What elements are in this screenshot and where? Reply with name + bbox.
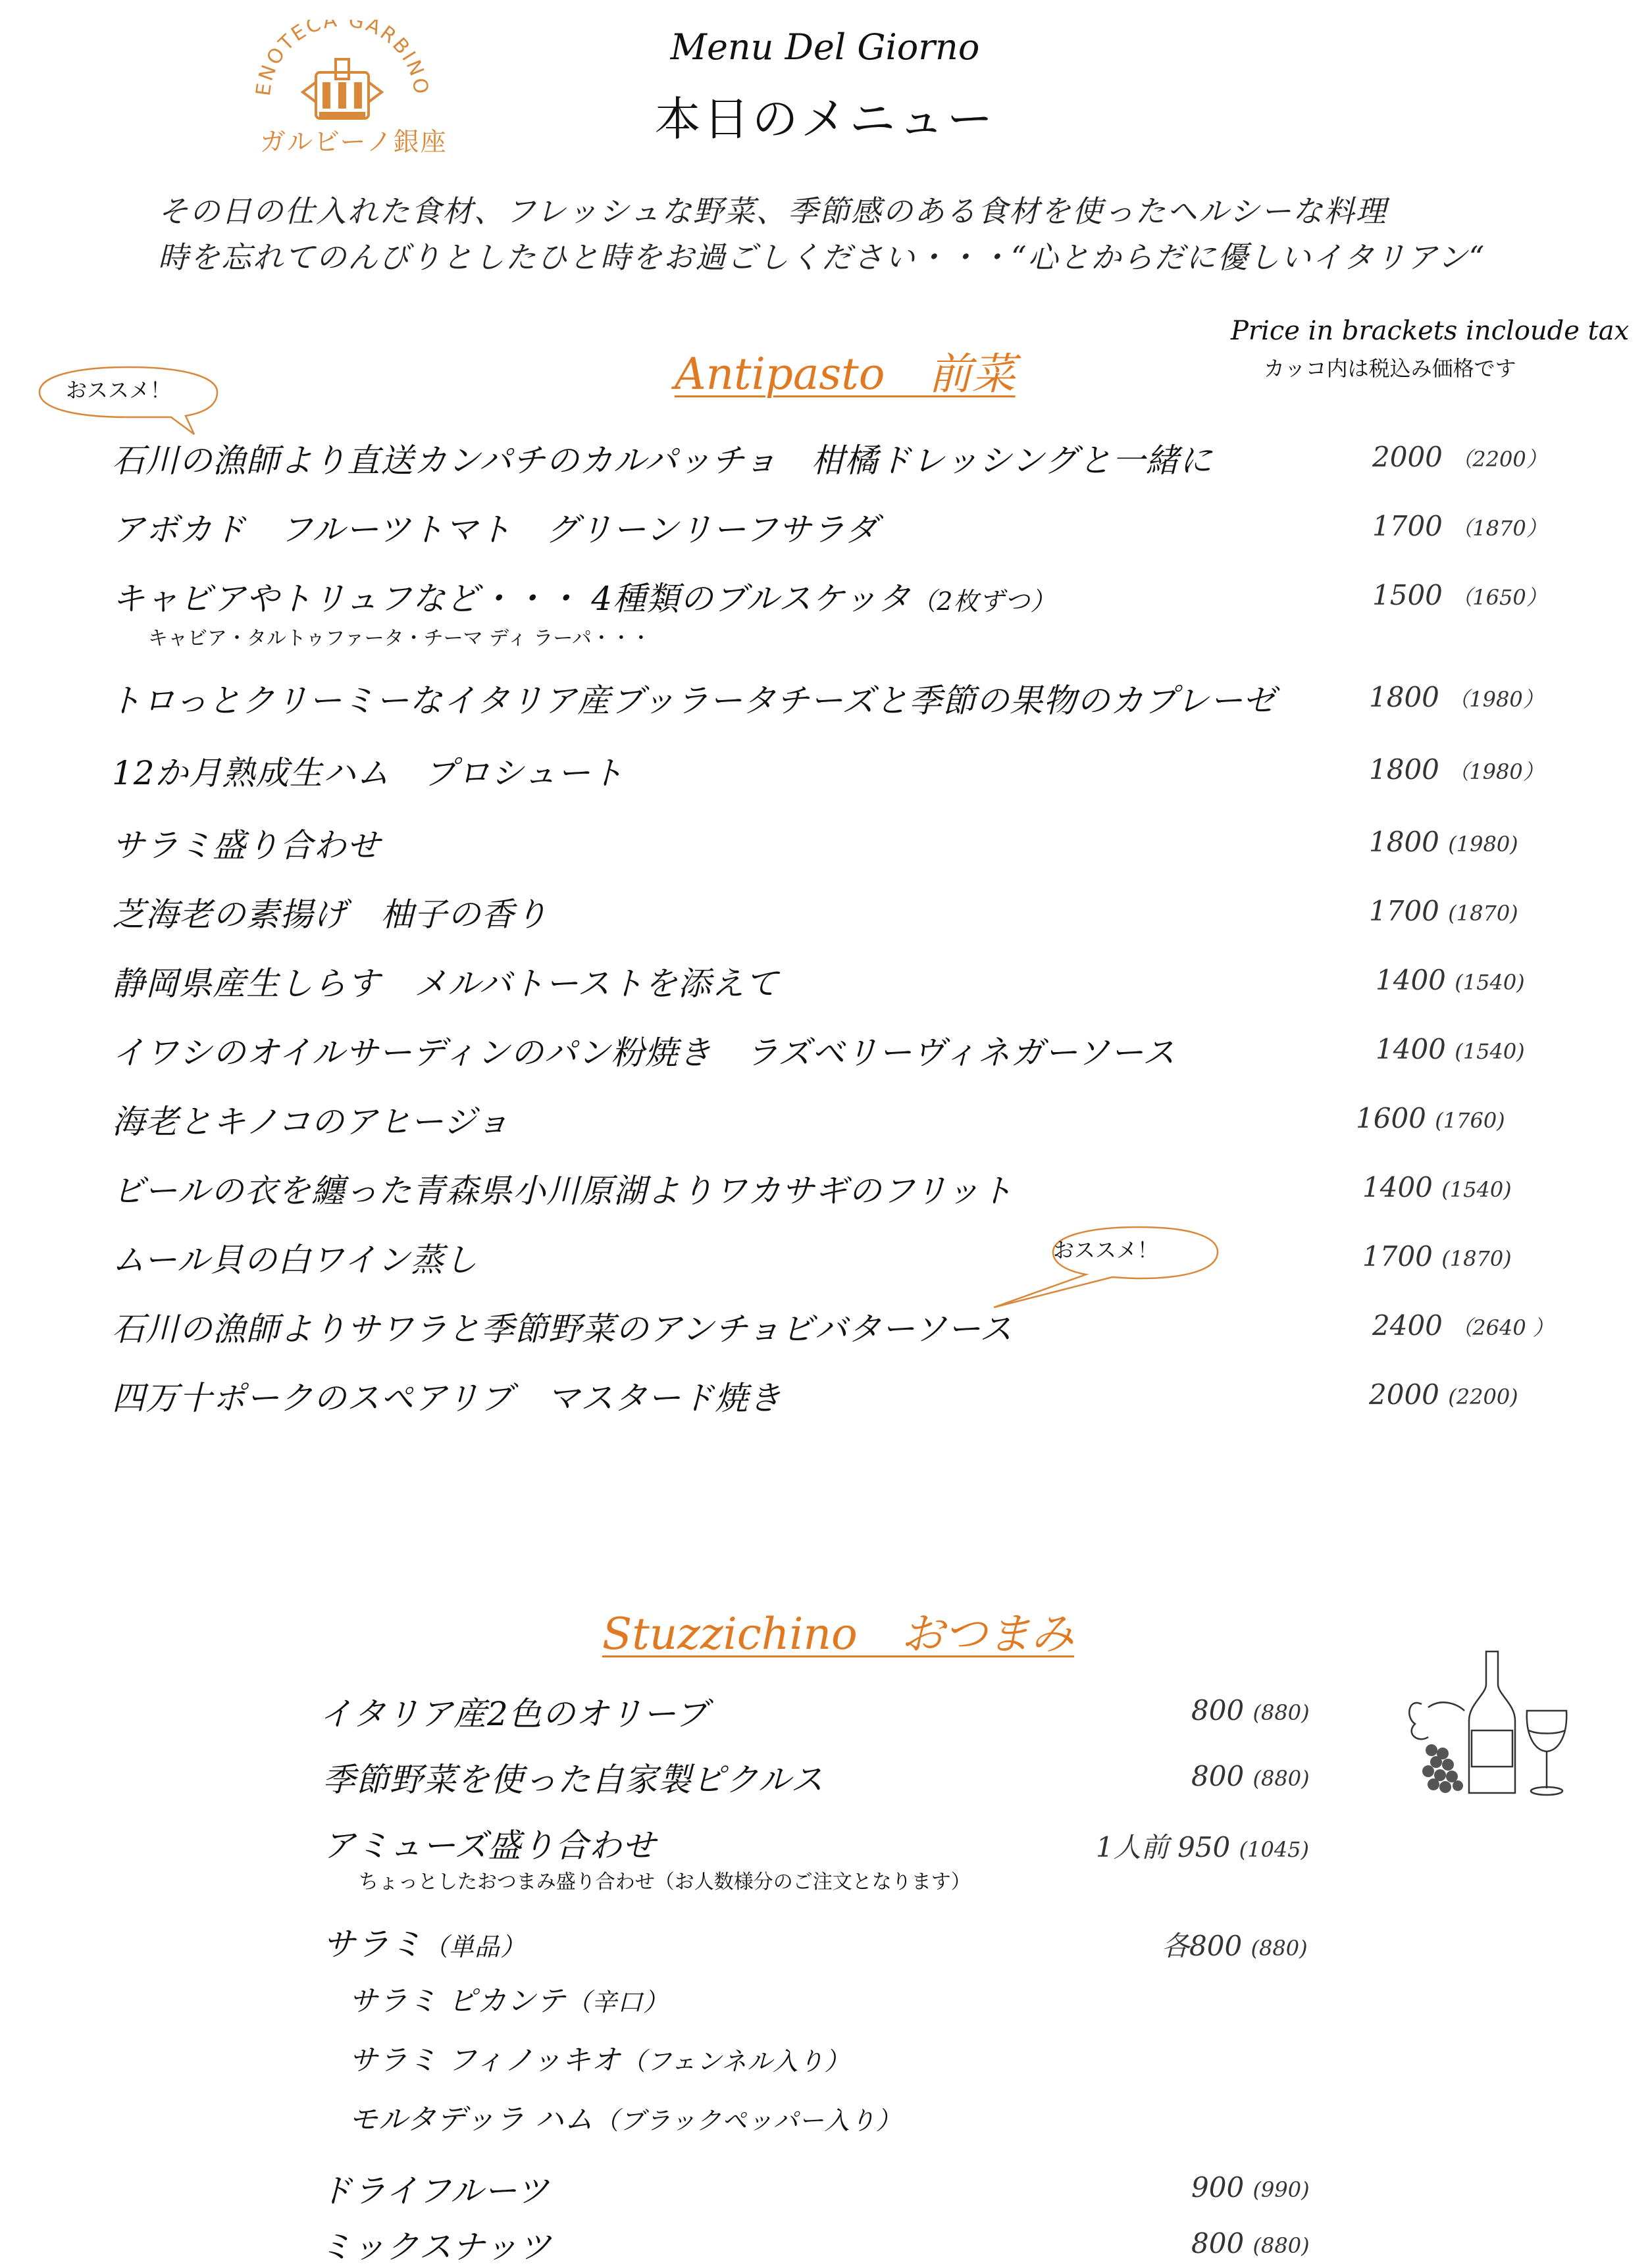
stuzzichino-price-2: 800 (880): [1191, 1760, 1310, 1792]
antipasto-item-13: 石川の漁師よりサワラと季節野菜のアンチョビバターソース: [112, 1310, 1013, 1348]
antipasto-price-14: 2000 (2200): [1369, 1378, 1518, 1411]
recommend-label-2: おススメ！: [1053, 1238, 1159, 1263]
antipasto-price-3: 1500 （1650）: [1372, 579, 1547, 611]
antipasto-item-8: 静岡県産生しらす メルバトーストを添えて: [112, 965, 779, 1003]
antipasto-item-6: サラミ盛り合わせ: [112, 826, 380, 865]
stuzzichino-price-9: 800 (880): [1191, 2227, 1310, 2259]
wine-bottle-glass-icon: [1402, 1645, 1580, 1803]
stuzzichino-item-8: ドライフルーツ: [319, 2172, 550, 2210]
antipasto-item-9: イワシのオイルサーディンのパン粉焼き ラズベリーヴィネガーソース: [112, 1034, 1176, 1072]
recommend-label-1: おススメ！: [66, 378, 172, 403]
antipasto-price-8: 1400 (1540): [1376, 964, 1525, 996]
antipasto-item-12: ムール貝の白ワイン蒸し: [112, 1241, 478, 1279]
antipasto-item-10: 海老とキノコのアヒージョ: [112, 1103, 510, 1141]
antipasto-item-11: ビールの衣を纏った青森県小川原湖よりワカサギのフリット: [112, 1172, 1014, 1210]
antipasto-price-2: 1700 （1870）: [1372, 510, 1547, 542]
stuzzichino-item-7: モルタデッラ ハム（ブラックペッパー入り）: [349, 2103, 902, 2136]
logo-japanese-name: ガルビーノ銀座: [260, 128, 448, 157]
stuzzichino-price-3: 1人前 950 (1045): [1096, 1831, 1310, 1863]
stuzzichino-item-1: イタリア産2色のオリーブ: [319, 1695, 709, 1733]
stuzzichino-item-9: ミックスナッツ: [319, 2228, 552, 2266]
antipasto-price-10: 1600 (1760): [1356, 1102, 1505, 1134]
antipasto-price-11: 1400 (1540): [1362, 1171, 1512, 1203]
stuzzichino-price-8: 900 (990): [1191, 2171, 1310, 2204]
antipasto-item-5: 12か月熟成生ハム プロシュート: [112, 754, 625, 792]
antipasto-section-title: Antipasto 前菜: [675, 349, 1016, 399]
antipasto-item-1: 石川の漁師より直送カンパチのカルパッチョ 柑橘ドレッシングと一緒に: [112, 441, 1213, 480]
antipasto-item-3-sub: キャビア・タルトゥファータ・チーマ ディ ラーパ・・・: [148, 627, 651, 650]
stuzzichino-price-1: 800 (880): [1191, 1694, 1310, 1726]
antipasto-item-2: アボカド フルーツトマト グリーンリーフサラダ: [112, 511, 879, 549]
antipasto-item-7: 芝海老の素揚げ 柚子の香り: [112, 895, 548, 934]
antipasto-price-4: 1800 （1980）: [1369, 681, 1544, 713]
tax-note-en: Price in brackets incloude tax: [1231, 316, 1630, 346]
antipasto-price-13: 2400 （2640 ）: [1372, 1309, 1554, 1342]
antipasto-price-9: 1400 (1540): [1376, 1033, 1525, 1065]
stuzzichino-item-2: 季節野菜を使った自家製ピクルス: [322, 1761, 824, 1799]
antipasto-item-3: キャビアやトリュフなど・・・ 4種類のブルスケッタ（2枚ずつ）: [112, 580, 1056, 618]
stuzzichino-item-6: サラミ フィノッキオ（フェンネル入り）: [349, 2044, 850, 2077]
antipasto-price-1: 2000 （2200）: [1372, 441, 1547, 473]
antipasto-price-5: 1800 （1980）: [1369, 753, 1544, 786]
antipasto-item-14: 四万十ポークのスペアリブ マスタード焼き: [112, 1379, 782, 1417]
stuzzichino-item-3-sub: ちょっとしたおつまみ盛り合わせ（お人数様分のご注文となります）: [359, 1871, 971, 1894]
antipasto-item-4: トロっとクリーミーなイタリア産ブッラータチーズと季節の果物のカプレーゼ: [109, 682, 1276, 720]
antipasto-price-6: 1800 (1980): [1369, 826, 1518, 858]
stuzzichino-section-title: Stuzzichino おつまみ: [602, 1609, 1075, 1659]
stuzzichino-price-4: 各800 (880): [1162, 1930, 1308, 1962]
stuzzichino-item-3: アミューズ盛り合わせ: [322, 1827, 656, 1865]
stuzzichino-item-5: サラミ ピカンテ（辛口）: [349, 1984, 669, 2018]
menu-title-jp: 本日のメニュー: [654, 92, 996, 146]
intro-line-2: 時を忘れてのんびりとしたひと時をお過ごしください・・・“心とからだに優しいイタリアン“: [158, 239, 1486, 275]
menu-title-en: Menu Del Giorno: [670, 26, 980, 68]
antipasto-price-7: 1700 (1870): [1369, 895, 1518, 927]
antipasto-price-12: 1700 (1870): [1362, 1240, 1512, 1273]
intro-line-1: その日の仕入れた食材、フレッシュな野菜、季節感のある食材を使ったヘルシーな料理: [158, 193, 1387, 229]
tax-note-jp: カッコ内は税込み価格です: [1264, 356, 1516, 381]
logo-name: ENOTECA GARBINO: [251, 20, 433, 97]
stuzzichino-item-4: サラミ（単品）: [322, 1925, 527, 1963]
